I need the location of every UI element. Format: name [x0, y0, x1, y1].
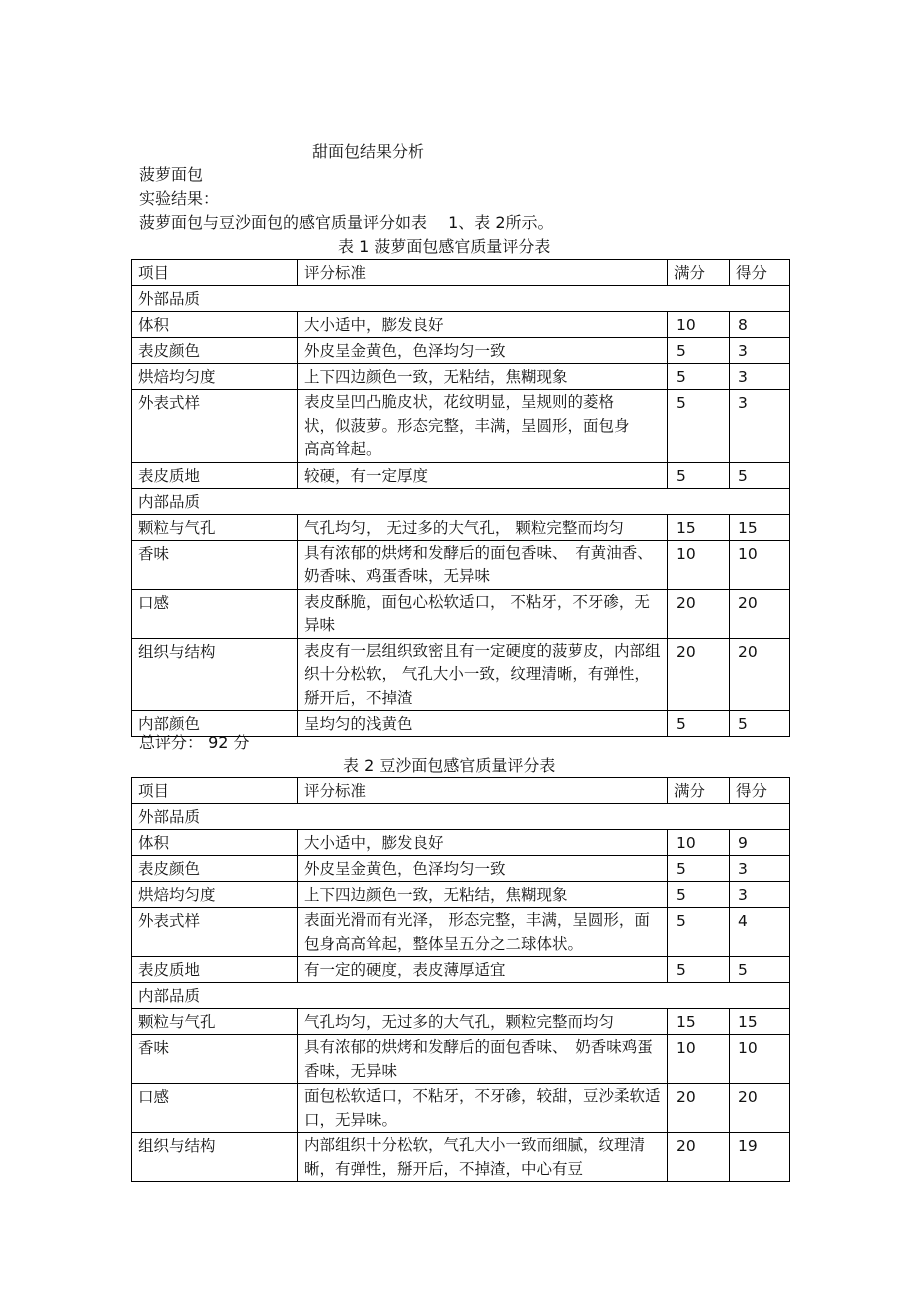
table-cell: 20	[668, 1133, 730, 1182]
table-cell: 10	[730, 540, 790, 589]
table-row	[132, 856, 790, 882]
table-row	[132, 1084, 790, 1133]
table-cell: 外表式样	[132, 390, 298, 463]
header-full: 满分	[668, 778, 730, 804]
table-cell: 19	[730, 1133, 790, 1182]
table-cell: 香味	[132, 1035, 298, 1084]
table-cell: 5	[668, 364, 730, 390]
table-cell: 5	[730, 711, 790, 737]
table-cell: 面包松软适口，不粘牙，不牙碜，较甜，豆沙柔软适口，无异味。	[298, 1084, 668, 1133]
table-cell: 外表式样	[132, 908, 298, 957]
table-row	[132, 312, 790, 338]
table-cell: 10	[668, 540, 730, 589]
header-criteria: 评分标准	[298, 778, 668, 804]
table-cell: 9	[730, 830, 790, 856]
header-item: 项目	[132, 778, 298, 804]
table-row	[132, 957, 790, 983]
table-row	[132, 390, 790, 463]
table-cell: 组织与结构	[132, 638, 298, 711]
table-cell: 烘焙均匀度	[132, 882, 298, 908]
table-cell: 口感	[132, 1084, 298, 1133]
table-cell: 10	[668, 830, 730, 856]
table-cell: 15	[730, 1009, 790, 1035]
table-row	[132, 1133, 790, 1182]
table-cell: 气孔均匀， 无过多的大气孔， 颗粒完整而均匀	[298, 514, 668, 540]
table-cell: 15	[668, 1009, 730, 1035]
table-row	[132, 540, 790, 589]
table-cell: 表皮有一层组织致密且有一定硬度的菠萝皮，内部组织十分松软， 气孔大小一致，纹理清晰，有弹性，掰开后，不掉渣	[298, 638, 668, 711]
table-row	[132, 338, 790, 364]
section-inner: 内部品质	[132, 983, 790, 1009]
table-cell: 15	[668, 514, 730, 540]
table-cell: 组织与结构	[132, 1133, 298, 1182]
table-cell: 表皮酥脆，面包心松软适口， 不粘牙，不牙碜，无异味	[298, 589, 668, 638]
table-cell: 5	[668, 856, 730, 882]
table-cell: 表皮颜色	[132, 338, 298, 364]
table-cell: 气孔均匀，无过多的大气孔，颗粒完整而均匀	[298, 1009, 668, 1035]
table-cell: 10	[668, 312, 730, 338]
table-cell: 外皮呈金黄色，色泽均匀一致	[298, 856, 668, 882]
table1	[131, 259, 790, 737]
section-inner: 内部品质	[132, 488, 790, 514]
table-cell: 3	[730, 390, 790, 463]
table-cell: 5	[668, 957, 730, 983]
table-row	[132, 882, 790, 908]
table-cell: 颗粒与气孔	[132, 514, 298, 540]
table-cell: 内部颜色	[132, 711, 298, 737]
table-row	[132, 908, 790, 957]
table-row	[132, 1009, 790, 1035]
table-cell: 具有浓郁的烘烤和发酵后的面包香味、 奶香味鸡蛋香味，无异味	[298, 1035, 668, 1084]
table-cell: 5	[668, 390, 730, 463]
table-cell: 5	[730, 462, 790, 488]
table-cell: 体积	[132, 830, 298, 856]
table-cell: 表面光滑而有光泽， 形态完整，丰满，呈圆形，面包身高高耸起，整体呈五分之二球体状。	[298, 908, 668, 957]
table-cell: 5	[668, 338, 730, 364]
total-score: 总评分： 92 分	[139, 733, 250, 752]
table2	[131, 777, 790, 1182]
table-cell: 大小适中，膨发良好	[298, 312, 668, 338]
table-row	[132, 514, 790, 540]
table-cell: 烘焙均匀度	[132, 364, 298, 390]
table-row	[132, 364, 790, 390]
table-cell: 3	[730, 856, 790, 882]
section-outer: 外部品质	[132, 286, 790, 312]
table-row	[132, 589, 790, 638]
table-cell: 较硬，有一定厚度	[298, 462, 668, 488]
table-cell: 香味	[132, 540, 298, 589]
table-cell: 体积	[132, 312, 298, 338]
table-cell: 5	[668, 462, 730, 488]
table-cell: 表皮呈凹凸脆皮状，花纹明显，呈规则的菱格状，似菠萝。形态完整，丰满，呈圆形，面包身高高耸起。	[298, 390, 668, 463]
table-row	[132, 830, 790, 856]
table-cell: 表皮质地	[132, 957, 298, 983]
result-label: 实验结果：	[139, 189, 220, 208]
table-cell: 表皮颜色	[132, 856, 298, 882]
table-cell: 3	[730, 364, 790, 390]
table-cell: 4	[730, 908, 790, 957]
doc-title: 甜面包结果分析	[312, 142, 425, 161]
table-cell: 内部组织十分松软，气孔大小一致而细腻，纹理清晰，有弹性，掰开后，不掉渣，中心有豆	[298, 1133, 668, 1182]
table-cell: 20	[668, 1084, 730, 1133]
table-cell: 呈均匀的浅黄色	[298, 711, 668, 737]
table1-caption: 表 1 菠萝面包感官质量评分表	[338, 237, 551, 256]
table-row	[132, 1035, 790, 1084]
header-item: 项目	[132, 260, 298, 286]
table-cell: 8	[730, 312, 790, 338]
table-cell: 20	[668, 589, 730, 638]
table-cell: 口感	[132, 589, 298, 638]
intro-text: 菠萝面包与豆沙面包的感官质量评分如表 1、表 2所示。	[139, 213, 554, 232]
header-criteria: 评分标准	[298, 260, 668, 286]
table-header-row	[132, 260, 790, 286]
table-cell: 3	[730, 338, 790, 364]
section-outer: 外部品质	[132, 804, 790, 830]
table-cell: 上下四边颜色一致，无粘结，焦糊现象	[298, 882, 668, 908]
table-cell: 20	[730, 638, 790, 711]
table-header-row	[132, 778, 790, 804]
table-row	[132, 462, 790, 488]
table-cell: 20	[730, 1084, 790, 1133]
table-cell: 表皮质地	[132, 462, 298, 488]
table-cell: 10	[668, 1035, 730, 1084]
table-cell: 5	[668, 882, 730, 908]
table-cell: 大小适中，膨发良好	[298, 830, 668, 856]
table-cell: 5	[668, 711, 730, 737]
table-cell: 3	[730, 882, 790, 908]
table-cell: 10	[730, 1035, 790, 1084]
table-cell: 5	[668, 908, 730, 957]
table-cell: 20	[730, 589, 790, 638]
table-cell: 有一定的硬度，表皮薄厚适宜	[298, 957, 668, 983]
header-full: 满分	[668, 260, 730, 286]
table-cell: 具有浓郁的烘烤和发酵后的面包香味、 有黄油香、奶香味、鸡蛋香味，无异味	[298, 540, 668, 589]
table-row	[132, 638, 790, 711]
header-score: 得分	[730, 778, 790, 804]
table-cell: 20	[668, 638, 730, 711]
header-score: 得分	[730, 260, 790, 286]
table-cell: 5	[730, 957, 790, 983]
table2-caption: 表 2 豆沙面包感官质量评分表	[343, 756, 556, 775]
table-cell: 外皮呈金黄色，色泽均匀一致	[298, 338, 668, 364]
table-cell: 上下四边颜色一致，无粘结，焦糊现象	[298, 364, 668, 390]
table-cell: 15	[730, 514, 790, 540]
table-cell: 颗粒与气孔	[132, 1009, 298, 1035]
section-subtitle: 菠萝面包	[139, 165, 204, 184]
